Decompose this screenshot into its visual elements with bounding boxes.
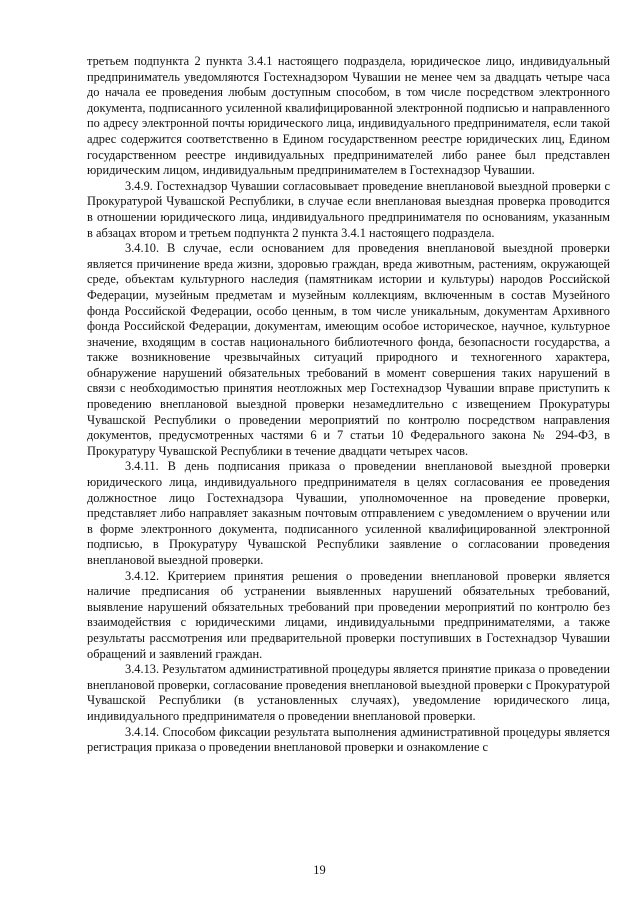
paragraph-3-4-14: 3.4.14. Способом фиксации результата выполнения административной процедуры является регистрация приказа о проведении внеплановой проверки и ознакомление с	[87, 724, 610, 755]
paragraph-3-4-13: 3.4.13. Результатом административной процедуры является принятие приказа о проведении внеплановой проверки, согласование проведения внеплановой выездной проверки с Прокуратурой Чувашской Республики (в установленных случаях), уведомление юридического лица, индивидуального предпринимателя о проведении внеплановой проверки.	[87, 662, 610, 723]
page-number: 19	[313, 863, 326, 877]
paragraph-continuation: третьем подпункта 2 пункта 3.4.1 настоящего подраздела, юридическое лицо, индивидуальный предприниматель уведомляются Гостехнадзором Чувашии не менее чем за двадцать четыре часа до начала ее проведения любым доступным способом, в том числе посредством электронного документа, подписанного усиленной квалифицированной электронной подписью и направленного по адресу электронной почты юридического лица, индивидуального предпринимателя, если такой адрес содержится соответственно в Едином государственном реестре юридических лиц, Едином государственном реестре индивидуальных предпринимателей либо ранее был представлен юридическим лицом, индивидуальным предпринимателем в Гостехнадзор Чувашии.	[87, 54, 610, 178]
paragraph-3-4-10: 3.4.10. В случае, если основанием для проведения внеплановой выездной проверки является причинение вреда жизни, здоровью граждан, вреда животным, растениям, окружающей среде, объектам культурного наследия (памятникам истории и культуры) народов Российской Федерации, музейным предметам и музейным коллекциям, включенным в состав Музейного фонда Российской Федерации, особо ценным, в том числе уникальным, документам Архивного фонда Российской Федерации, документам, имеющим особое историческое, научное, культурное значение, входящим в состав национального библиотечного фонда, безопасности государства, а также возникновение чрезвычайных ситуаций природного и техногенного характера, обнаружение нарушений обязательных требований в момент совершения таких нарушений в связи с необходимостью принятия неотложных мер Гостехнадзор Чувашии вправе приступить к проведению внеплановой выездной проверки незамедлительно с извещением Прокуратуры Чувашской Республики о проведении мероприятий по контролю посредством направления документов, предусмотренных частями 6 и 7 статьи 10 Федерального закона № 294-ФЗ, в Прокуратуру Чувашской Республики в течение двадцати четырех часов.	[87, 241, 610, 458]
document-body	[87, 54, 610, 756]
paragraph-3-4-9: 3.4.9. Гостехнадзор Чувашии согласовывает проведение внеплановой выездной проверки с Прокуратурой Чувашской Республики, в случае если внеплановая выездная проверка проводится в отношении юридического лица, индивидуального предпринимателя по основаниям, указанным в абзацах втором и третьем подпункта 2 пункта 3.4.1 настоящего подраздела.	[87, 178, 610, 240]
paragraph-3-4-11: 3.4.11. В день подписания приказа о проведении внеплановой выездной проверки юридического лица, индивидуального предпринимателя в целях согласования ее проведения должностное лицо Гостехнадзора Чувашии, уполномоченное на проведение проверки, представляет либо направляет заказным почтовым отправлением с уведомлением о вручении или в форме электронного документа, подписанного усиленной квалифицированной электронной подписью, в Прокуратуру Чувашской Республики заявление о согласовании проведения внеплановой выездной проверки.	[87, 459, 610, 567]
paragraph-3-4-12: 3.4.12. Критерием принятия решения о проведении внеплановой проверки является наличие предписания об устранении выявленных нарушений обязательных требований, выявление нарушений обязательных требований при проведении мероприятий по контролю без взаимодействия с юридическими лицами, индивидуальными предпринимателями, а также результаты рассмотрения или предварительной проверки поступивших в Гостехнадзор Чувашии обращений и заявлений граждан.	[87, 568, 610, 661]
